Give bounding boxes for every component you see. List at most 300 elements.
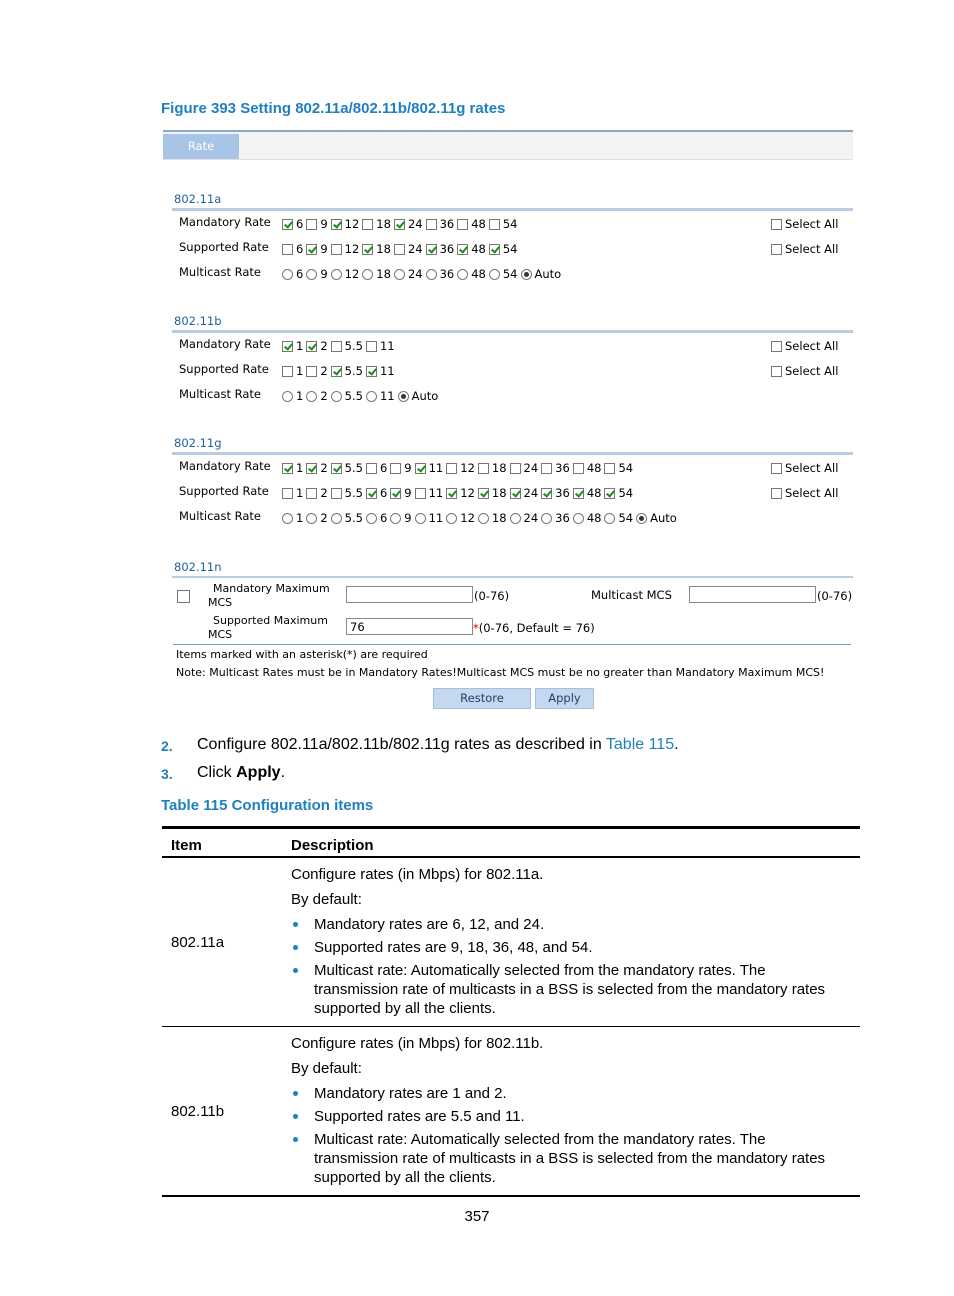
rate-option-label: 5.5 — [344, 389, 363, 403]
select-all-label: Select All — [785, 364, 839, 378]
rate-option-label: 36 — [439, 242, 455, 256]
rate-option-label: 24 — [407, 217, 423, 231]
supported-rate-option[interactable] — [446, 486, 475, 500]
rate-checkbox[interactable] — [331, 341, 342, 352]
rate-checkbox[interactable] — [541, 488, 552, 499]
rate-checkbox[interactable] — [426, 244, 437, 255]
rate-option-label: 48 — [586, 486, 602, 500]
rate-option-label: 5.5 — [344, 364, 363, 378]
multicast-rate-option[interactable] — [331, 511, 363, 525]
column-header-item: Item — [162, 828, 282, 858]
rate-option-label: 5.5 — [344, 339, 363, 353]
multicast-rate-option[interactable] — [521, 267, 562, 281]
rate-option-label: 2 — [320, 339, 328, 353]
rate-option-label: 11 — [428, 511, 444, 525]
select-all-label: Select All — [785, 486, 839, 500]
rate-radio[interactable] — [510, 513, 521, 524]
rate-radio[interactable] — [306, 391, 317, 402]
restore-button[interactable]: Restore — [433, 688, 531, 709]
supported-max-mcs-input[interactable] — [346, 618, 473, 635]
step-number: 3. — [161, 766, 173, 782]
rate-option-label: 18 — [491, 486, 507, 500]
step-text-pre: Click — [197, 764, 237, 781]
rate-checkbox[interactable] — [457, 244, 468, 255]
80211n-enable-checkbox[interactable] — [177, 590, 190, 603]
mandatory-rate-row — [179, 458, 849, 478]
rate-checkbox[interactable] — [282, 341, 293, 352]
supported-rate-label: Supported Rate — [179, 362, 269, 376]
multicast-rate-label: Multicast Rate — [179, 509, 262, 523]
rate-option-label: 6 — [296, 217, 304, 231]
rate-checkbox[interactable] — [362, 244, 373, 255]
rate-radio[interactable] — [282, 391, 293, 402]
rate-radio[interactable] — [394, 269, 405, 280]
rate-option-label: 48 — [471, 267, 486, 281]
rate-checkbox[interactable] — [510, 488, 521, 499]
select-all-label: Select All — [785, 461, 839, 475]
bullet-list — [291, 1084, 851, 1187]
select-all-mandatory-rate[interactable] — [771, 458, 838, 478]
rate-checkbox[interactable] — [331, 488, 342, 499]
rate-option-label: 36 — [439, 217, 455, 231]
rate-option-label: 18 — [376, 267, 391, 281]
mandatory-rate-option[interactable] — [541, 461, 570, 475]
supported-rate-option[interactable] — [331, 242, 360, 256]
rate-checkbox[interactable] — [282, 366, 293, 377]
rate-option-label: 5.5 — [344, 486, 363, 500]
rate-radio[interactable] — [573, 513, 584, 524]
mandatory-rate-label: Mandatory Rate — [179, 215, 271, 229]
mandatory-rate-option[interactable] — [390, 461, 411, 475]
mandatory-rate-option[interactable] — [478, 461, 507, 475]
select-all-mandatory-rate[interactable] — [771, 336, 838, 356]
rate-checkbox[interactable] — [366, 488, 377, 499]
rate-radio[interactable] — [636, 513, 647, 524]
rate-settings-panel — [163, 130, 853, 715]
rate-checkbox[interactable] — [282, 488, 293, 499]
mandatory-rate-option[interactable] — [573, 461, 602, 475]
rate-option-label: 12 — [460, 461, 475, 475]
rate-option-label: 1 — [296, 461, 304, 475]
rate-checkbox[interactable] — [478, 463, 489, 474]
supported-rate-options — [282, 239, 521, 259]
rate-option-label: 9 — [320, 217, 328, 231]
rate-radio[interactable] — [282, 269, 293, 280]
description-cell — [282, 1027, 860, 1197]
mandatory-rate-option[interactable] — [604, 461, 633, 475]
multicast-rate-option[interactable] — [489, 267, 518, 281]
rate-radio[interactable] — [282, 513, 293, 524]
rate-option-label: 2 — [320, 364, 328, 378]
rate-checkbox[interactable] — [426, 219, 437, 230]
mandatory-rate-option[interactable] — [457, 217, 486, 231]
step-2 — [161, 736, 861, 764]
supported-rate-option[interactable] — [366, 364, 395, 378]
rate-checkbox[interactable] — [306, 244, 317, 255]
table-115-link[interactable]: Table 115 — [605, 736, 675, 753]
rate-radio[interactable] — [306, 269, 317, 280]
step-text — [197, 736, 679, 754]
rate-option-label: 48 — [471, 242, 486, 256]
multicast-rate-option[interactable] — [457, 267, 486, 281]
rate-checkbox[interactable] — [390, 488, 401, 499]
section-title-80211a: 802.11a — [174, 192, 222, 206]
bullet-item: Mandatory rates are 6, 12, and 24. — [291, 915, 851, 934]
rate-option-label: 18 — [376, 242, 391, 256]
mandatory-rate-option[interactable] — [306, 339, 327, 353]
multicast-rate-option[interactable] — [415, 511, 444, 525]
multicast-rate-option[interactable] — [362, 267, 391, 281]
multicast-rate-option[interactable] — [306, 389, 327, 403]
rate-radio[interactable] — [489, 269, 500, 280]
page-number: 357 — [464, 1208, 490, 1225]
supported-rate-option[interactable] — [415, 486, 444, 500]
multicast-rate-options — [282, 386, 441, 406]
multicast-rate-option[interactable] — [604, 511, 633, 525]
mandatory-rate-label: Mandatory Rate — [179, 459, 271, 473]
supported-rate-row — [179, 239, 849, 259]
rate-checkbox[interactable] — [306, 219, 317, 230]
rate-radio[interactable] — [426, 269, 437, 280]
rate-checkbox[interactable] — [390, 463, 401, 474]
multicast-rate-row — [179, 386, 849, 406]
multicast-rate-options — [282, 508, 680, 528]
rate-checkbox[interactable] — [306, 463, 317, 474]
multicast-rate-option[interactable] — [390, 511, 411, 525]
rate-checkbox[interactable] — [541, 463, 552, 474]
description-cell — [282, 857, 860, 1027]
figure-caption: Figure 393 Setting 802.11a/802.11b/802.11g rates — [161, 100, 506, 117]
mandatory-rate-option[interactable] — [362, 217, 391, 231]
multicast-rate-option[interactable] — [366, 389, 395, 403]
rate-checkbox[interactable] — [446, 463, 457, 474]
rate-option-label: 9 — [404, 486, 412, 500]
supported-rate-option[interactable] — [362, 242, 391, 256]
rate-option-label: 1 — [296, 389, 304, 403]
rate-checkbox[interactable] — [366, 366, 377, 377]
bullet-item: Multicast rate: Automatically selected from the mandatory rates. The transmission rate of multicasts in a BSS is selected from the mandatory rates supported by all the clients. — [291, 1130, 851, 1187]
rate-option-label: 54 — [502, 267, 518, 281]
section-divider — [172, 330, 853, 333]
multicast-rate-options — [282, 264, 564, 284]
mandatory-max-mcs-label: Mandatory Maximum MCS — [208, 582, 330, 609]
multicast-rate-option[interactable] — [306, 267, 327, 281]
section-title-80211n: 802.11n — [174, 560, 222, 574]
rate-option-label: Auto — [534, 267, 562, 281]
rate-option-label: 12 — [460, 486, 475, 500]
multicast-rate-option[interactable] — [366, 511, 387, 525]
rate-checkbox[interactable] — [306, 341, 317, 352]
rate-option-label: 6 — [296, 267, 304, 281]
multicast-rate-option[interactable] — [446, 511, 475, 525]
rate-option-label: 18 — [491, 461, 507, 475]
mandatory-rate-label: Mandatory Rate — [179, 337, 271, 351]
mandatory-rate-option[interactable] — [510, 461, 539, 475]
select-all-checkbox[interactable] — [771, 366, 782, 377]
mandatory-rate-option[interactable] — [426, 217, 455, 231]
rate-option-label: 1 — [296, 364, 304, 378]
rate-radio[interactable] — [306, 513, 317, 524]
mandatory-rate-option[interactable] — [446, 461, 475, 475]
rate-checkbox[interactable] — [457, 219, 468, 230]
multicast-rate-option[interactable] — [478, 511, 507, 525]
multicast-rate-option[interactable] — [573, 511, 602, 525]
supported-max-mcs-range — [473, 621, 595, 635]
select-all-supported-rate[interactable] — [771, 239, 838, 259]
table-row — [162, 1027, 860, 1197]
multicast-rate-option[interactable] — [510, 511, 539, 525]
item-cell: 802.11b — [162, 1027, 282, 1197]
mandatory-rate-option[interactable] — [489, 217, 518, 231]
mandatory-rate-option[interactable] — [366, 461, 387, 475]
mandatory-rate-option[interactable] — [282, 217, 303, 231]
rate-radio[interactable] — [331, 513, 342, 524]
section-divider — [172, 452, 853, 455]
supported-rate-option[interactable] — [331, 486, 363, 500]
mandatory-rate-option[interactable] — [306, 461, 327, 475]
rate-checkbox[interactable] — [446, 488, 457, 499]
supported-rate-option[interactable] — [489, 242, 518, 256]
rate-option-label: 11 — [428, 461, 444, 475]
select-all-checkbox[interactable] — [771, 244, 782, 255]
description-intro: Configure rates (in Mbps) for 802.11b. — [291, 1035, 544, 1052]
rate-radio[interactable] — [521, 269, 532, 280]
rate-option-label: 5.5 — [344, 461, 363, 475]
multicast-rate-label: Multicast Rate — [179, 265, 262, 279]
mandatory-rate-option[interactable] — [282, 339, 303, 353]
rate-option-label: 18 — [491, 511, 507, 525]
apply-button[interactable]: Apply — [535, 688, 594, 709]
supported-rate-option[interactable] — [510, 486, 539, 500]
mandatory-rate-option[interactable] — [394, 217, 423, 231]
mandatory-rate-options — [282, 214, 521, 234]
rate-radio[interactable] — [398, 391, 409, 402]
bullet-list — [291, 915, 851, 1018]
rate-checkbox[interactable] — [366, 463, 377, 474]
supported-rate-label: Supported Rate — [179, 484, 269, 498]
multicast-rate-option[interactable] — [331, 267, 360, 281]
step-3 — [161, 764, 861, 792]
mandatory-rate-option[interactable] — [331, 461, 363, 475]
section-title-80211g: 802.11g — [174, 436, 222, 450]
multicast-rate-option[interactable] — [394, 267, 423, 281]
bullet-item: Supported rates are 5.5 and 11. — [291, 1107, 851, 1126]
supported-rate-option[interactable] — [366, 486, 387, 500]
supported-rate-option[interactable] — [282, 242, 303, 256]
multicast-rate-option[interactable] — [636, 511, 677, 525]
supported-rate-option[interactable] — [478, 486, 507, 500]
mandatory-rate-options — [282, 336, 398, 356]
supported-rate-option[interactable] — [541, 486, 570, 500]
select-all-label: Select All — [785, 242, 839, 256]
rate-radio[interactable] — [331, 269, 342, 280]
rate-option-label: 18 — [376, 217, 391, 231]
rate-checkbox[interactable] — [394, 244, 405, 255]
rate-checkbox[interactable] — [478, 488, 489, 499]
rate-option-label: 2 — [320, 511, 328, 525]
rate-checkbox[interactable] — [331, 219, 342, 230]
rate-option-label: 24 — [523, 486, 539, 500]
rate-option-label: 11 — [379, 364, 395, 378]
rate-option-label: 9 — [320, 242, 328, 256]
multicast-rate-option[interactable] — [331, 389, 363, 403]
rate-radio[interactable] — [446, 513, 457, 524]
rate-option-label: 2 — [320, 486, 328, 500]
rate-option-label: 24 — [523, 461, 539, 475]
multicast-note: Note: Multicast Rates must be in Mandatory Rates!Multicast MCS must be no greater than Mandatory Maximum MCS! — [176, 666, 825, 679]
rate-radio[interactable] — [604, 513, 615, 524]
rate-option-label: 36 — [555, 461, 570, 475]
rate-option-label: 12 — [344, 242, 360, 256]
supported-rate-option[interactable] — [306, 486, 327, 500]
rate-radio[interactable] — [541, 513, 552, 524]
rate-option-label: 54 — [502, 217, 518, 231]
select-all-supported-rate[interactable] — [771, 361, 838, 381]
description-intro: Configure rates (in Mbps) for 802.11a. — [291, 866, 544, 883]
multicast-rate-option[interactable] — [282, 389, 303, 403]
multicast-mcs-range: (0-76) — [817, 589, 853, 603]
mandatory-rate-option[interactable] — [331, 217, 360, 231]
select-all-checkbox[interactable] — [771, 488, 782, 499]
rate-radio[interactable] — [478, 513, 489, 524]
rate-checkbox[interactable] — [282, 244, 293, 255]
rate-radio[interactable] — [331, 391, 342, 402]
rate-option-label: 24 — [407, 242, 423, 256]
tab-bar — [163, 130, 853, 160]
select-all-checkbox[interactable] — [771, 463, 782, 474]
table-header-row — [162, 828, 860, 858]
mandatory-rate-row — [179, 336, 849, 356]
mandatory-rate-option[interactable] — [282, 461, 303, 475]
rate-option-label: 6 — [379, 486, 388, 500]
mandatory-rate-option[interactable] — [366, 339, 395, 353]
rate-checkbox[interactable] — [282, 219, 293, 230]
rate-radio[interactable] — [457, 269, 468, 280]
rate-option-label: 24 — [407, 267, 423, 281]
rate-option-label: 12 — [344, 267, 360, 281]
rate-radio[interactable] — [390, 513, 401, 524]
step-text-post: . — [280, 764, 286, 781]
supported-rate-option[interactable] — [573, 486, 602, 500]
footer-divider — [173, 644, 851, 645]
multicast-rate-option[interactable] — [398, 389, 439, 403]
rate-checkbox[interactable] — [510, 463, 521, 474]
rate-option-label: 48 — [586, 511, 602, 525]
multicast-mcs-label: Multicast MCS — [591, 588, 672, 602]
rate-option-label: 54 — [618, 486, 634, 500]
supported-rate-option[interactable] — [394, 242, 423, 256]
bullet-item: Mandatory rates are 1 and 2. — [291, 1084, 851, 1103]
supported-rate-option[interactable] — [331, 364, 363, 378]
rate-checkbox[interactable] — [604, 463, 615, 474]
rate-checkbox[interactable] — [604, 488, 615, 499]
rate-option-label: 9 — [404, 461, 412, 475]
rate-checkbox[interactable] — [331, 366, 342, 377]
rate-option-label: 6 — [296, 242, 304, 256]
rate-radio[interactable] — [366, 513, 377, 524]
table-caption: Table 115 Configuration items — [161, 797, 374, 814]
rate-checkbox[interactable] — [415, 463, 426, 474]
description-default: By default: — [291, 1060, 362, 1077]
supported-rate-option[interactable] — [282, 486, 303, 500]
select-all-checkbox[interactable] — [771, 341, 782, 352]
mandatory-rate-option[interactable] — [331, 339, 363, 353]
select-all-label: Select All — [785, 339, 839, 353]
rate-option-label: 6 — [379, 511, 388, 525]
required-asterisk: * — [473, 621, 479, 635]
step-text-pre: Configure 802.11a/802.11b/802.11g rates as described in — [197, 736, 606, 753]
supported-range-text: (0-76, Default = 76) — [478, 621, 595, 635]
select-all-checkbox[interactable] — [771, 219, 782, 230]
rate-option-label: 48 — [471, 217, 486, 231]
multicast-rate-option[interactable] — [426, 267, 455, 281]
rate-radio[interactable] — [366, 391, 377, 402]
rate-checkbox[interactable] — [306, 488, 317, 499]
rate-option-label: 54 — [502, 242, 518, 256]
mandatory-rate-option[interactable] — [415, 461, 444, 475]
tab-rate[interactable]: Rate — [163, 134, 239, 159]
rate-option-label: 9 — [404, 511, 412, 525]
rate-checkbox[interactable] — [573, 488, 584, 499]
mandatory-rate-options — [282, 458, 636, 478]
rate-checkbox[interactable] — [362, 219, 373, 230]
rate-checkbox[interactable] — [366, 341, 377, 352]
rate-checkbox[interactable] — [489, 219, 500, 230]
rate-checkbox[interactable] — [489, 244, 500, 255]
select-all-supported-rate[interactable] — [771, 483, 838, 503]
rate-checkbox[interactable] — [331, 244, 342, 255]
rate-option-label: 6 — [379, 461, 388, 475]
multicast-rate-row — [179, 264, 849, 284]
rate-checkbox[interactable] — [331, 463, 342, 474]
bullet-item: Supported rates are 9, 18, 36, 48, and 54. — [291, 938, 851, 957]
supported-rate-option[interactable] — [306, 364, 327, 378]
multicast-mcs-input[interactable] — [689, 586, 816, 603]
rate-option-label: 36 — [555, 486, 570, 500]
rate-checkbox[interactable] — [394, 219, 405, 230]
multicast-rate-option[interactable] — [282, 511, 303, 525]
supported-rate-option[interactable] — [426, 242, 455, 256]
description-default: By default: — [291, 891, 362, 908]
rate-checkbox[interactable] — [573, 463, 584, 474]
rate-radio[interactable] — [362, 269, 373, 280]
table-row — [162, 857, 860, 1027]
supported-rate-option[interactable] — [282, 364, 303, 378]
rate-option-label: 11 — [379, 339, 395, 353]
multicast-rate-option[interactable] — [282, 267, 303, 281]
rate-option-label: 54 — [618, 511, 634, 525]
mandatory-max-mcs-input[interactable] — [346, 586, 473, 603]
rate-option-label: 1 — [296, 486, 304, 500]
supported-rate-option[interactable] — [604, 486, 633, 500]
rate-option-label: 24 — [523, 511, 539, 525]
rate-option-label: 11 — [379, 389, 395, 403]
supported-rate-option[interactable] — [306, 242, 327, 256]
rate-checkbox[interactable] — [415, 488, 426, 499]
rate-radio[interactable] — [415, 513, 426, 524]
multicast-rate-option[interactable] — [306, 511, 327, 525]
supported-rate-option[interactable] — [457, 242, 486, 256]
rate-checkbox[interactable] — [306, 366, 317, 377]
step-list — [161, 736, 861, 792]
select-all-mandatory-rate[interactable] — [771, 214, 838, 234]
mandatory-rate-option[interactable] — [306, 217, 327, 231]
step-text — [197, 764, 285, 782]
rate-option-label: 12 — [460, 511, 475, 525]
multicast-rate-option[interactable] — [541, 511, 570, 525]
rate-checkbox[interactable] — [282, 463, 293, 474]
supported-rate-option[interactable] — [390, 486, 411, 500]
